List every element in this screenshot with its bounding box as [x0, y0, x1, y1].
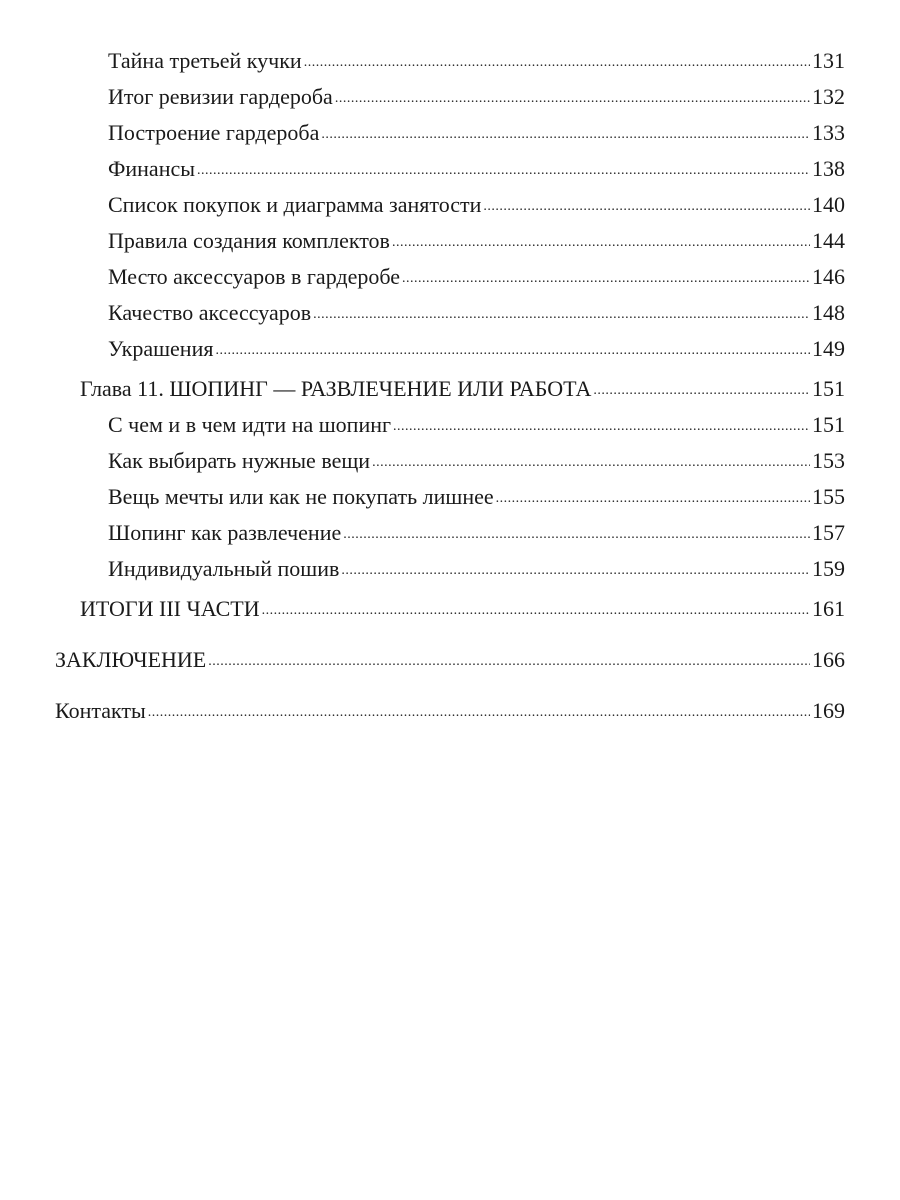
- toc-entry-page: 146: [812, 264, 845, 289]
- toc-part-summary-entry: [80, 595, 845, 623]
- toc-entry: [108, 335, 845, 363]
- dot-leader: [262, 593, 810, 625]
- dot-leader: [483, 189, 810, 221]
- dot-leader: [148, 695, 810, 727]
- toc-entry-page: 159: [812, 556, 845, 581]
- dot-leader: [304, 45, 810, 77]
- toc-entry-page: 151: [812, 376, 845, 401]
- dot-leader: [215, 333, 810, 365]
- toc-entry-title: Тайна третьей кучки: [108, 48, 302, 73]
- toc-entry: [108, 155, 845, 183]
- dot-leader: [393, 409, 810, 441]
- toc-entry: [108, 519, 845, 547]
- toc-entry: [108, 263, 845, 291]
- dot-leader: [313, 297, 810, 329]
- toc-entry: [108, 411, 845, 439]
- toc-entry-title: Построение гардероба: [108, 120, 320, 145]
- toc-entry-page: 132: [812, 84, 845, 109]
- toc-entry-title: Как выбирать нужные вещи: [108, 448, 371, 473]
- toc-entry-title: Место аксессуаров в гардеробе: [108, 264, 401, 289]
- toc-entry: [108, 299, 845, 327]
- toc-entry: [108, 47, 845, 75]
- toc-entry-page: 133: [812, 120, 845, 145]
- toc-entry-title: Шопинг как развлечение: [108, 520, 342, 545]
- toc-entry-page: 169: [812, 698, 845, 723]
- toc-entry-title: Список покупок и диаграмма занятости: [108, 192, 482, 217]
- dot-leader: [593, 373, 810, 405]
- dot-leader: [496, 481, 810, 513]
- toc-entry-page: 151: [812, 412, 845, 437]
- toc-entry: [108, 191, 845, 219]
- toc-entry-page: 140: [812, 192, 845, 217]
- dot-leader: [321, 117, 810, 149]
- dot-leader: [208, 644, 810, 676]
- toc-entry-page: 148: [812, 300, 845, 325]
- toc-entry-title: Итог ревизии гардероба: [108, 84, 333, 109]
- toc-entry: [108, 447, 845, 475]
- toc-entry-title: С чем и в чем идти на шопинг: [108, 412, 392, 437]
- toc-entry-title: Глава 11. ШОПИНГ — РАЗВЛЕЧЕНИЕ ИЛИ РАБОТА: [80, 376, 592, 401]
- dot-leader: [343, 517, 810, 549]
- toc-entry-title: ЗАКЛЮЧЕНИЕ: [55, 647, 207, 672]
- toc-entry-page: 153: [812, 448, 845, 473]
- toc-conclusion-entry: [55, 646, 845, 674]
- toc-entry: [108, 555, 845, 583]
- dot-leader: [392, 225, 810, 257]
- toc-entry-title: Индивидуальный пошив: [108, 556, 340, 581]
- dot-leader: [402, 261, 810, 293]
- dot-leader: [197, 153, 810, 185]
- toc-entry-page: 138: [812, 156, 845, 181]
- toc-entry-title: Вещь мечты или как не покупать лишнее: [108, 484, 494, 509]
- toc-entry-title: ИТОГИ III ЧАСТИ: [80, 596, 260, 621]
- toc-entry-page: 144: [812, 228, 845, 253]
- toc-entry-page: 155: [812, 484, 845, 509]
- toc-chapter-entry: [80, 375, 845, 403]
- toc-entry-title: Качество аксессуаров: [108, 300, 312, 325]
- toc-entry-page: 131: [812, 48, 845, 73]
- toc-entry-page: 157: [812, 520, 845, 545]
- dot-leader: [335, 81, 810, 113]
- toc-entry-title: Украшения: [108, 336, 214, 361]
- toc-entry: [108, 483, 845, 511]
- dot-leader: [341, 553, 810, 585]
- toc-entry: [108, 83, 845, 111]
- toc-entry-page: 161: [812, 596, 845, 621]
- toc-entry-page: 149: [812, 336, 845, 361]
- toc-entry-title: Финансы: [108, 156, 196, 181]
- toc-entry: [108, 119, 845, 147]
- toc-contacts-entry: [55, 697, 845, 725]
- toc-entry: [108, 227, 845, 255]
- dot-leader: [372, 445, 810, 477]
- toc-entry-title: Контакты: [55, 698, 146, 723]
- toc-entry-page: 166: [812, 647, 845, 672]
- toc-entry-title: Правила создания комплектов: [108, 228, 390, 253]
